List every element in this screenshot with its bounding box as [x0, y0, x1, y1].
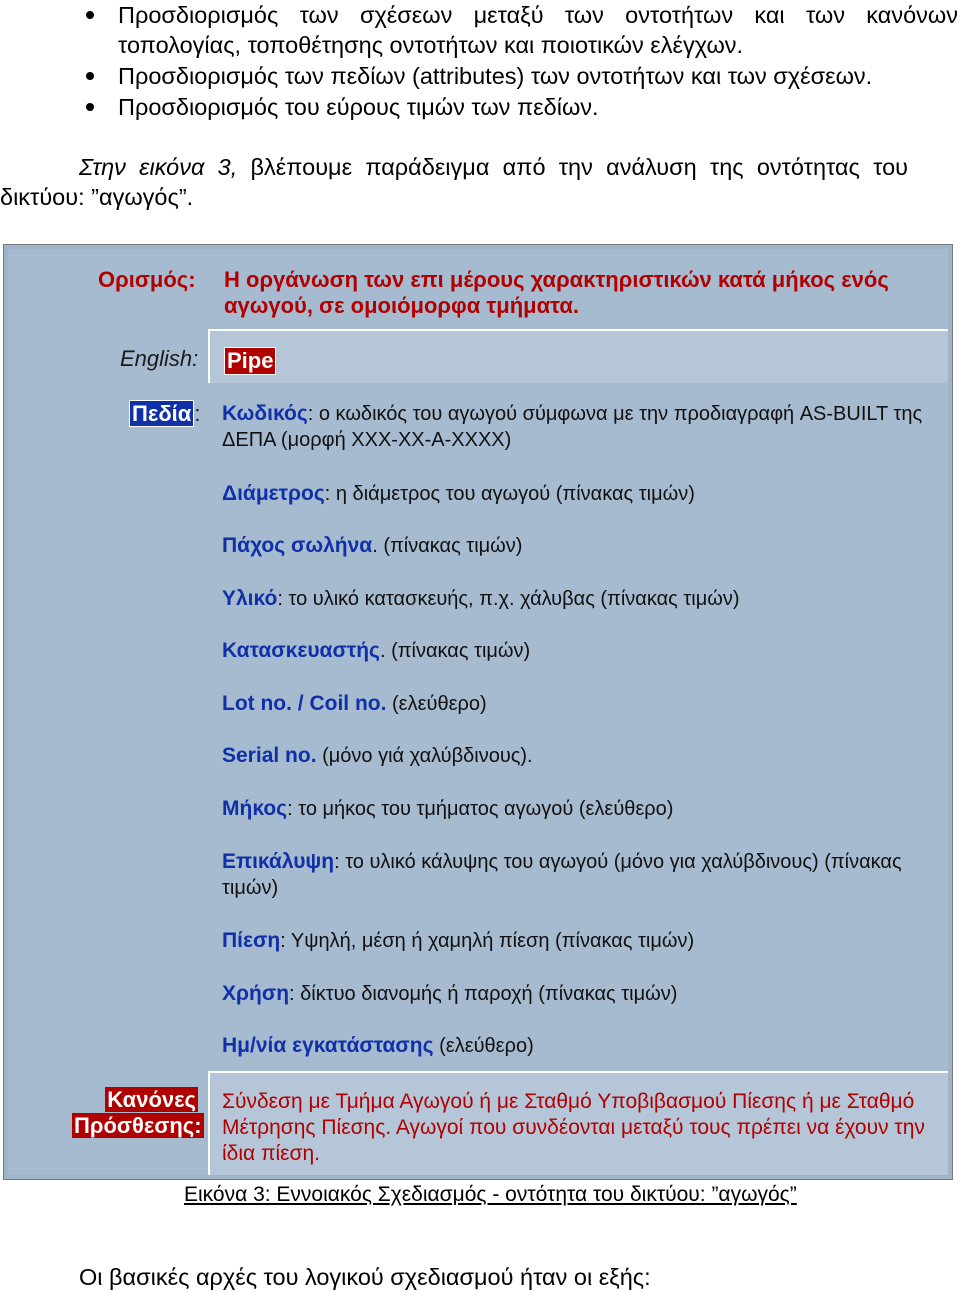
bullet-item: Προσδιορισμός των σχέσεων μεταξύ των οντοτήτων και των κανόνων τοπολογίας, τοποθέτησης οντοτήτων και ποιοτικών ελέγχων.	[118, 0, 958, 60]
rules-text: Σύνδεση με Τμήμα Αγωγού ή με Σταθμό Υποβιβασμού Πίεσης ή με Σταθμό Μέτρησης Πίεσης. Αγωγοί που συνδέονται μεταξύ τους πρέπει να έχουν την ίδια πίεση.	[222, 1090, 925, 1165]
field-item: Επικάλυψη: το υλικό κάλυψης του αγωγού (μόνο για χαλύβδινους) (πίνακας τιμών)	[222, 850, 902, 899]
field-item: Μήκος: το μήκος του τμήματος αγωγού (ελεύθερο)	[222, 797, 674, 820]
english-value: Pipe	[224, 347, 276, 375]
bullet-item: Προσδιορισμός του εύρους τιμών των πεδίων.	[118, 92, 958, 122]
figure-background	[8, 249, 948, 1175]
english-label: English:	[120, 346, 199, 371]
intro-paragraph	[0, 152, 908, 212]
field-item: Ημ/νία εγκατάστασης (ελεύθερο)	[222, 1034, 534, 1057]
english-panel	[208, 329, 948, 383]
bullet-icon	[86, 11, 94, 19]
bullet-icon	[86, 103, 94, 111]
field-item: Πίεση: Υψηλή, μέση ή χαμηλή πίεση (πίνακας τιμών)	[222, 929, 695, 952]
bullet-item: Προσδιορισμός των πεδίων (attributes) των οντοτήτων και των σχέσεων.	[118, 61, 958, 91]
fields-label: Πεδία	[129, 400, 194, 427]
field-item: Υλικό: το υλικό κατασκευής, π.χ. χάλυβας (πίνακας τιμών)	[222, 587, 740, 610]
figure-reference: Στην εικόνα 3,	[79, 154, 238, 180]
field-item: Διάμετρος: η διάμετρος του αγωγού (πίνακας τιμών)	[222, 482, 695, 505]
field-item: Κωδικός: ο κωδικός του αγωγού σύμφωνα με την προδιαγραφή AS-BUILT της ΔΕΠΑ (μορφή XXX-XX-A-XXXX)	[222, 402, 923, 451]
definition-text: Η οργάνωση των επι μέρους χαρακτηριστικών κατά μήκος ενός αγωγού, σε ομοιόμορφα τμήματα.	[224, 267, 889, 318]
paragraph-text: βλέπουμε παράδειγμα από την ανάλυση της οντότητας του δικτύου: ”αγωγός”.	[0, 154, 909, 210]
fields-label-wrap	[129, 401, 200, 427]
rules-label: Κανόνες Πρόσθεσης:	[74, 1087, 202, 1138]
field-item: Lot no. / Coil no. (ελεύθερο)	[222, 692, 487, 715]
fields-colon: :	[194, 401, 201, 426]
field-item: Πάχος σωλήνα. (πίνακας τιμών)	[222, 534, 523, 557]
definition-label: Ορισμός:	[98, 267, 196, 292]
field-item: Χρήση: δίκτυο διανομής ή παροχή (πίνακας τιμών)	[222, 982, 678, 1005]
bullet-icon	[86, 72, 94, 80]
field-item: Serial no. (μόνο γιά χαλύβδινους).	[222, 744, 533, 767]
field-item: Κατασκευαστής. (πίνακας τιμών)	[222, 639, 531, 662]
figure-caption: Εικόνα 3: Εννοιακός Σχεδιασμός - οντότητα του δικτύου: ”αγωγός”	[184, 1183, 797, 1206]
closing-line: Οι βασικές αρχές του λογικού σχεδιασμού ήταν οι εξής:	[79, 1264, 651, 1290]
figure-3	[3, 244, 953, 1180]
